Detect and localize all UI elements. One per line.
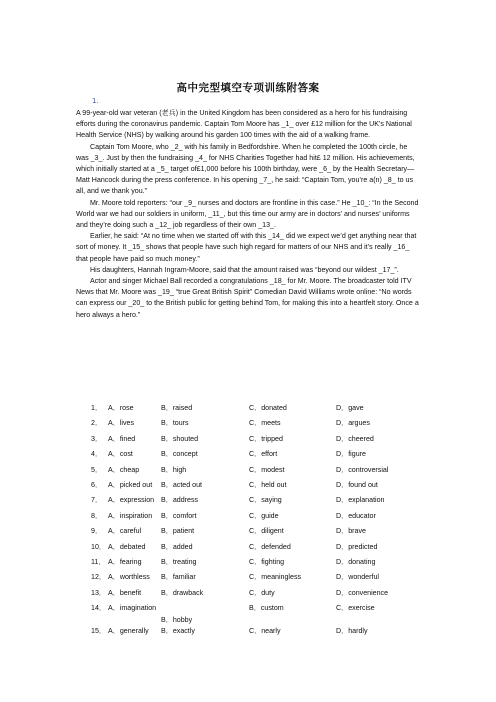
passage-paragraph: His daughters, Hannah Ingram-Moore, said that the amount raised was “beyond our wildest _17_”. — [90, 265, 399, 274]
option-number: 15． — [91, 627, 106, 636]
option-a[interactable]: A．expression — [108, 496, 155, 505]
option-c[interactable]: C．nearly — [249, 627, 281, 636]
option-number: 13． — [91, 588, 106, 597]
option-a[interactable]: A．cheap — [108, 465, 140, 474]
option-number: 3． — [91, 434, 103, 443]
option-c[interactable]: C．tripped — [249, 434, 283, 443]
option-number: 7． — [91, 496, 103, 505]
option-a[interactable]: A．fined — [108, 434, 136, 443]
option-b[interactable]: B．familiar — [161, 573, 196, 582]
option-a[interactable]: A．inspiration — [108, 511, 153, 520]
option-number: 8． — [91, 511, 103, 520]
option-d[interactable]: D．argues — [336, 419, 370, 428]
option-c[interactable]: C．diligent — [249, 527, 284, 536]
option-number: 9． — [91, 527, 103, 536]
option-c[interactable]: C．modest — [249, 465, 285, 474]
option-d[interactable]: D．brave — [336, 527, 366, 536]
option-d[interactable]: D．wonderful — [336, 573, 379, 582]
option-c[interactable]: C．saying — [249, 496, 282, 505]
option-b[interactable]: B．hobby — [161, 615, 193, 624]
option-a[interactable]: A．fearing — [108, 557, 142, 566]
option-c[interactable]: C．defended — [249, 542, 291, 551]
option-b[interactable]: B．address — [161, 496, 199, 505]
option-a[interactable]: A．careful — [108, 527, 142, 536]
option-a[interactable]: A．imagination — [108, 604, 157, 613]
option-d[interactable]: D．predicted — [336, 542, 378, 551]
option-number: 2． — [91, 419, 103, 428]
option-d[interactable]: D．gave — [336, 404, 364, 412]
option-a[interactable]: A．lives — [108, 419, 135, 428]
option-a[interactable]: A．benefit — [108, 588, 142, 597]
option-b[interactable]: B．treating — [161, 557, 197, 566]
option-b[interactable]: B．added — [161, 542, 193, 551]
option-c[interactable]: C．guide — [249, 511, 279, 520]
option-number: 5． — [91, 465, 103, 474]
page-title: 高中完型填空专项训练附答案 — [176, 82, 320, 94]
option-a[interactable]: A．debated — [108, 542, 146, 551]
option-c[interactable]: C．fighting — [249, 557, 285, 566]
passage-paragraph: Captain Tom Moore, who _2_ with his family in Bedfordshire. When he completed the 100th circle, he was _3_. Just by then the fundraising _4_ for NHS Charities Together had hit£ 12 million. His achievements, which initially started at a _5_ target of£1,000 before his 100th birthday, were _6_ by the Health Secretary—Matt Hancock during the press conference. In his opening _7_, he said: “Captain Tom, you’re a(n) _8_ to us all, and we thank you.” — [76, 142, 415, 196]
option-c[interactable]: C．effort — [249, 450, 278, 459]
option-d[interactable]: D．cheered — [336, 434, 374, 443]
option-c[interactable]: B．custom — [249, 604, 284, 613]
option-number: 12． — [91, 573, 106, 582]
option-d[interactable]: D．figure — [336, 450, 366, 459]
option-c[interactable]: C．meaningless — [249, 573, 302, 582]
passage-paragraph: Actor and singer Michael Ball recorded a congratulations _18_ for Mr. Moore. The broadcaster told ITV News that Mr. Moore was _19_ “true Great British Spirit” Comedian David Williams wrote online: “No words can express our _20_ to the British public for getting behind Tom, for making this into a heartfelt story. Once a hero always a hero.” — [76, 277, 419, 319]
option-a[interactable]: A．picked out — [108, 480, 153, 489]
option-b[interactable]: B．raised — [161, 404, 193, 412]
option-d[interactable]: D．convenience — [336, 588, 389, 597]
option-b[interactable]: B．tours — [161, 419, 189, 428]
option-b[interactable]: B．high — [161, 465, 187, 474]
option-number: 10． — [91, 542, 106, 551]
option-number: 4． — [91, 450, 103, 459]
option-c[interactable]: C．meets — [249, 419, 281, 428]
option-b[interactable]: B．patient — [161, 527, 195, 536]
option-d[interactable]: D．explanation — [336, 496, 385, 505]
option-b[interactable]: B．acted out — [161, 480, 203, 489]
option-a[interactable]: A．rose — [108, 404, 134, 412]
option-b[interactable]: B．exactly — [161, 627, 195, 636]
option-c[interactable]: C．held out — [249, 480, 287, 489]
option-b[interactable]: B．comfort — [161, 511, 197, 520]
option-number: 11． — [91, 557, 106, 566]
option-number: 6． — [91, 480, 103, 489]
option-c[interactable]: C．donated — [249, 404, 287, 412]
option-d[interactable]: D．donating — [336, 557, 376, 566]
option-a[interactable]: A．cost — [108, 450, 133, 459]
option-d[interactable]: D．found out — [336, 480, 378, 489]
option-b[interactable]: B．shouted — [161, 434, 199, 443]
option-d[interactable]: D．controversial — [336, 465, 389, 474]
option-number: 14． — [91, 604, 106, 613]
option-c[interactable]: C．duty — [249, 588, 275, 597]
passage — [76, 108, 421, 321]
option-d[interactable]: D．hardly — [336, 627, 368, 636]
option-b[interactable]: B．drawback — [161, 588, 204, 597]
passage-paragraph: Earlier, he said: “At no time when we started off with this _14_ did we expect we’d get anything near that sort of money. It _15_ shows that people have such high regard for matters of our NHS and it’s really _16_ that people have paid so much money.” — [76, 232, 417, 263]
option-b[interactable]: B．concept — [161, 450, 198, 459]
option-a[interactable]: A．generally — [108, 627, 149, 636]
passage-paragraph: Mr. Moore told reporters: “our _9_ nurses and doctors are frontline in this case.” He _10_: “In the Second World war we had our soldiers in uniform, _11_, but this time our army are in doctors’ and nurses’ uniforms and they’re doing such a _12_ job regardless of their own _13_. — [76, 198, 419, 230]
option-d[interactable]: C．exercise — [336, 604, 375, 613]
option-number: 1． — [91, 404, 103, 412]
question-number: 1. — [92, 97, 99, 105]
option-a[interactable]: A．worthless — [108, 573, 150, 582]
option-d[interactable]: D．educator — [336, 511, 376, 520]
passage-paragraph: A 99-year-old war veteran (老兵) in the United Kingdom has been considered as a hero for his fundraising efforts during the coronavirus pandemic. Captain Tom Moore has _1_ over £12 million for the UK's National Health Service (NHS) by walking around his garden 100 times with the aid of a walking frame. — [76, 109, 412, 140]
